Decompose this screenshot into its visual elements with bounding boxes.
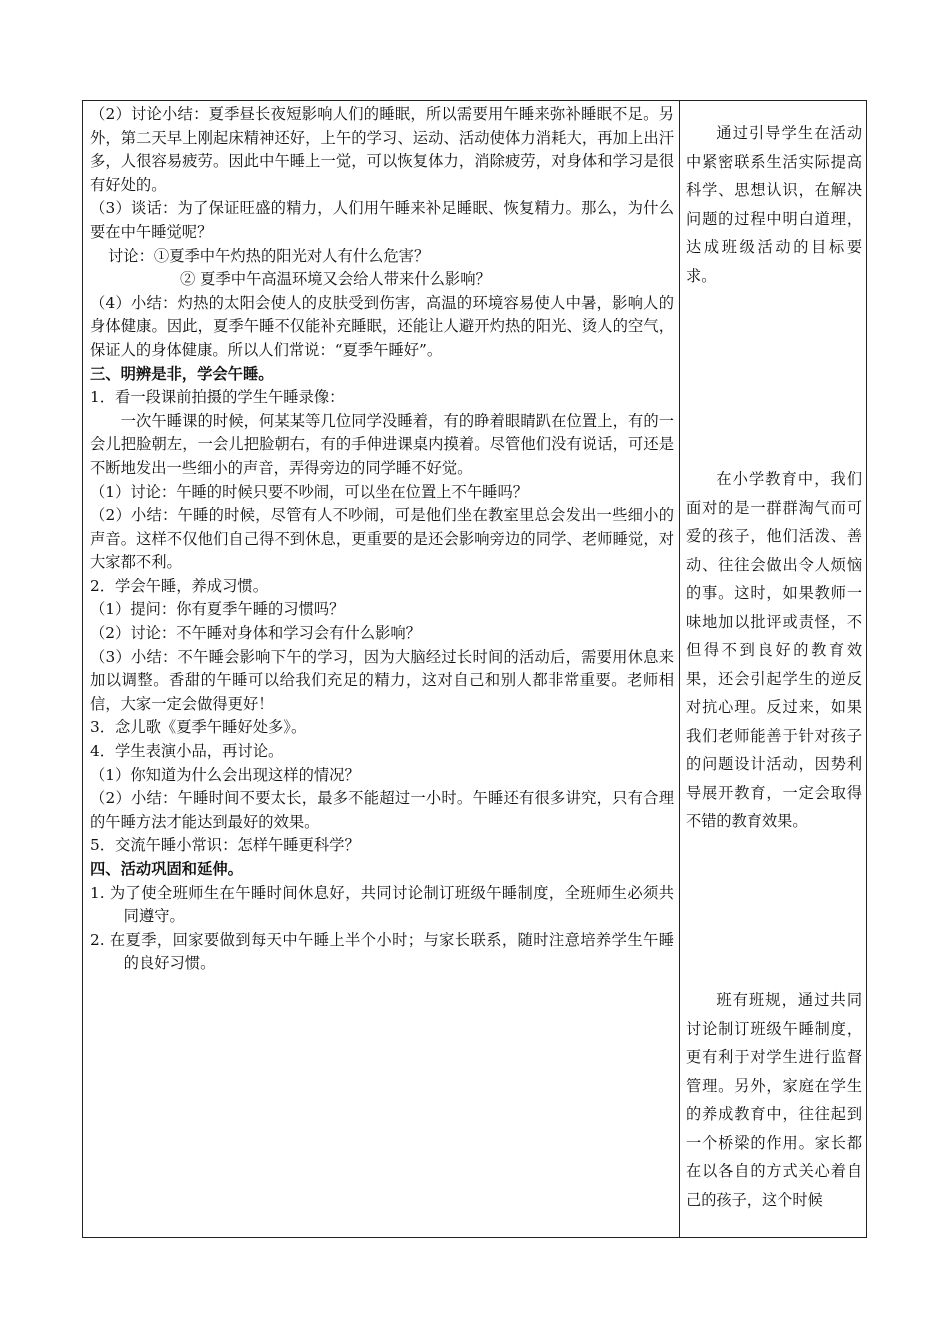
discussion-question: 讨论：①夏季中午灼热的阳光对人有什么危害？ <box>108 246 430 265</box>
note-text: 班有班规，通过共同讨论制订班级午睡制度，更有利于对学生进行监督管理。另外，家庭在学生的养成教育中，往往起到一个桥梁的作用。家长都在以各自的方式关心着自己的孩子，这个时候 <box>686 991 862 1209</box>
paragraph: 5．交流午睡小常识：怎样午睡更科学？ <box>90 836 360 855</box>
paragraph: （1）你知道为什么会出现这样的情况？ <box>90 765 360 784</box>
section-heading: 四、活动巩固和延伸。 <box>90 860 243 878</box>
paragraph: （2）小结：午睡的时候，尽管有人不吵闹，可是他们坐在教室里总会发出一些细小的声音。这样不仅他们自己得不到休息，更重要的是还会影响旁边的同学、老师睡觉，对大家都不利。 <box>90 506 674 572</box>
paragraph: 一次午睡课的时候，何某某等几位同学没睡着，有的睁着眼睛趴在位置上，有的一会儿把脸朝左，一会儿把脸朝右，有的手伸进课桌内摸着。尽管他们没有说话，可还是不断地发出一些细小的声音，弄得旁边的同学睡不好觉。 <box>90 411 674 477</box>
paragraph: （2）小结：午睡时间不要太长，最多不能超过一小时。午睡还有很多讲究，只有合理的午睡方法才能达到最好的效果。 <box>90 789 674 831</box>
paragraph: 4．学生表演小品，再讨论。 <box>90 742 284 761</box>
list-item: 1. 为了使全班师生在午睡时间休息好，共同讨论制订班级午睡制度，全班师生必须共同遵守。 <box>90 883 674 926</box>
section-heading: 三、明辨是非，学会午睡。 <box>90 364 274 383</box>
paragraph: （3）谈话：为了保证旺盛的精力，人们用午睡来补足睡眠、恢复精力。那么，为什么要在中午睡觉呢？ <box>90 199 674 241</box>
paragraph: 2．学会午睡，养成习惯。 <box>90 576 268 595</box>
activity-procedure-column <box>90 103 674 976</box>
paragraph: （1）提问：你有夏季午睡的习惯吗？ <box>90 600 345 619</box>
paragraph: （2）讨论小结：夏季昼长夜短影响人们的睡眠，所以需要用午睡来弥补睡眠不足。另外，第二天早上刚起床精神还好，上午的学习、运动、活动使体力消耗大，再加上出汗多，人很容易疲劳。因此中午睡上一觉，可以恢复体力，消除疲劳，对身体和学习是很有好处的。 <box>90 105 674 194</box>
column-divider <box>679 101 680 1237</box>
paragraph: （3）小结：不午睡会影响下午的学习，因为大脑经过长时间的活动后，需要用休息来加以调整。香甜的午睡可以给我们充足的精力，这对自己和别人都非常重要。老师相信，大家一定会做得更好！ <box>90 647 674 713</box>
design-intent-note <box>686 119 862 290</box>
paragraph: （1）讨论：午睡的时候只要不吵闹，可以坐在位置上不午睡吗？ <box>90 482 529 501</box>
discussion-question: ② 夏季中午高温环境又会给人带来什么影响？ <box>180 270 491 289</box>
note-text: 在小学教育中，我们面对的是一群群淘气而可爱的孩子，他们活泼、善动、往往会做出令人烦恼的事。这时，如果教师一味地加以批评或责怪，不但得不到良好的教育效果，还会引起学生的逆反对抗心理。反过来，如果我们老师能善于针对孩子的问题设计活动，因势利导展开教育，一定会取得不错的教育效果。 <box>686 470 862 830</box>
list-item: 2. 在夏季，回家要做到每天中午睡上半个小时；与家长联系，随时注意培养学生午睡的良好习惯。 <box>90 930 674 973</box>
paragraph: （4）小结：灼热的太阳会使人的皮肤受到伤害，高温的环境容易使人中暑，影响人的身体健康。因此，夏季午睡不仅能补充睡眠，还能让人避开灼热的阳光、烫人的空气，保证人的身体健康。所以人们常说：“夏季午睡好”。 <box>90 293 674 359</box>
paragraph: （2）讨论：不午睡对身体和学习会有什么影响？ <box>90 624 421 643</box>
paragraph: 3．念儿歌《夏季午睡好处多》。 <box>90 718 307 737</box>
design-intent-note <box>686 465 862 836</box>
note-text: 通过引导学生在活动中紧密联系生活实际提高科学、思想认识，在解决问题的过程中明白道理，达成班级活动的目标要求。 <box>686 124 862 285</box>
paragraph: 1．看一段课前拍摄的学生午睡录像： <box>90 388 345 407</box>
design-intent-note <box>686 986 862 1214</box>
lesson-plan-table <box>82 100 867 1238</box>
